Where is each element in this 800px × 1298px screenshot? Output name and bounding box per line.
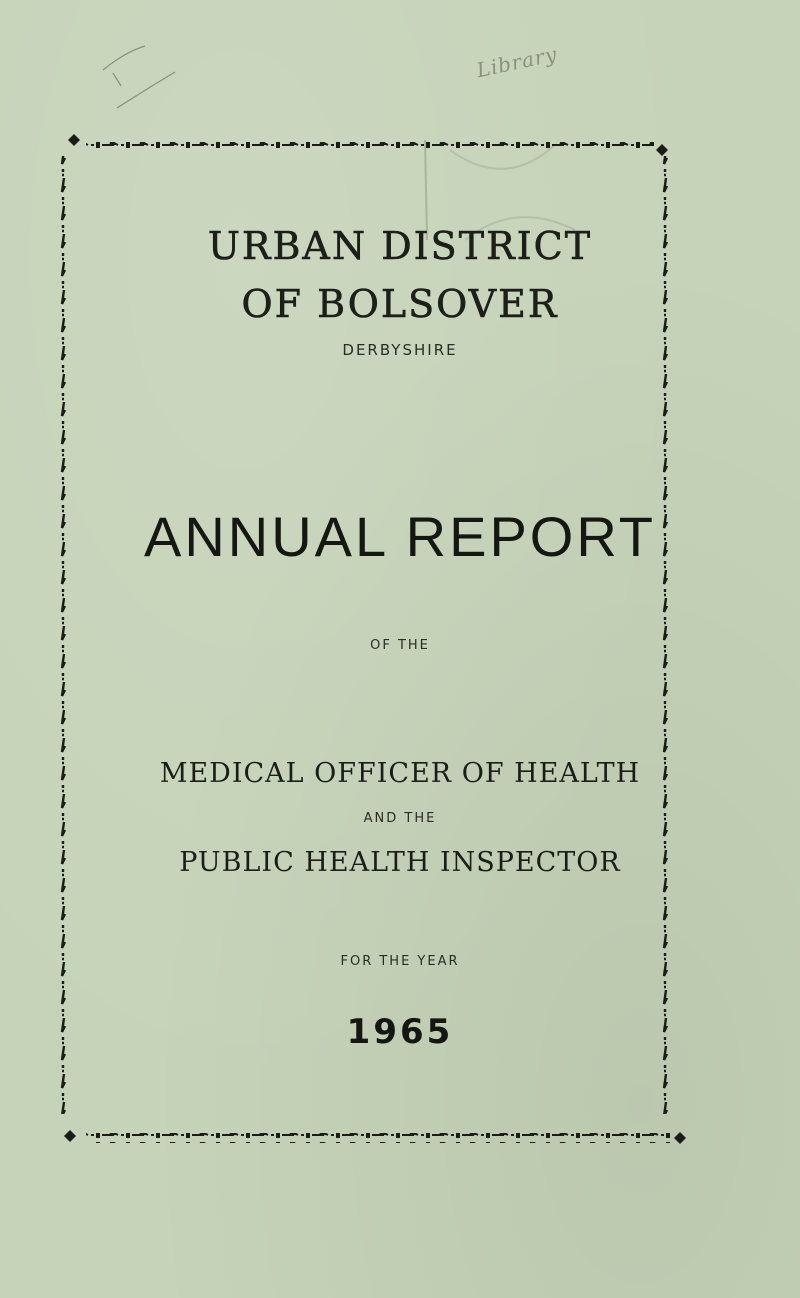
county-name: DERBYSHIRE <box>342 341 458 359</box>
council-name-line-1: URBAN DISTRICT <box>207 224 593 268</box>
officer-title-1: MEDICAL OFFICER OF HEALTH <box>159 758 641 789</box>
report-year: 1965 <box>346 1012 454 1052</box>
handwritten-note: Library <box>474 41 560 83</box>
of-the-label: OF THE <box>370 638 430 653</box>
council-name-line-2: OF BOLSOVER <box>241 282 559 326</box>
and-the-label: AND THE <box>363 811 437 826</box>
officer-title-2: PUBLIC HEALTH INSPECTOR <box>179 847 621 878</box>
report-title: ANNUAL REPORT <box>144 505 656 568</box>
for-the-year-label: FOR THE YEAR <box>340 954 460 969</box>
